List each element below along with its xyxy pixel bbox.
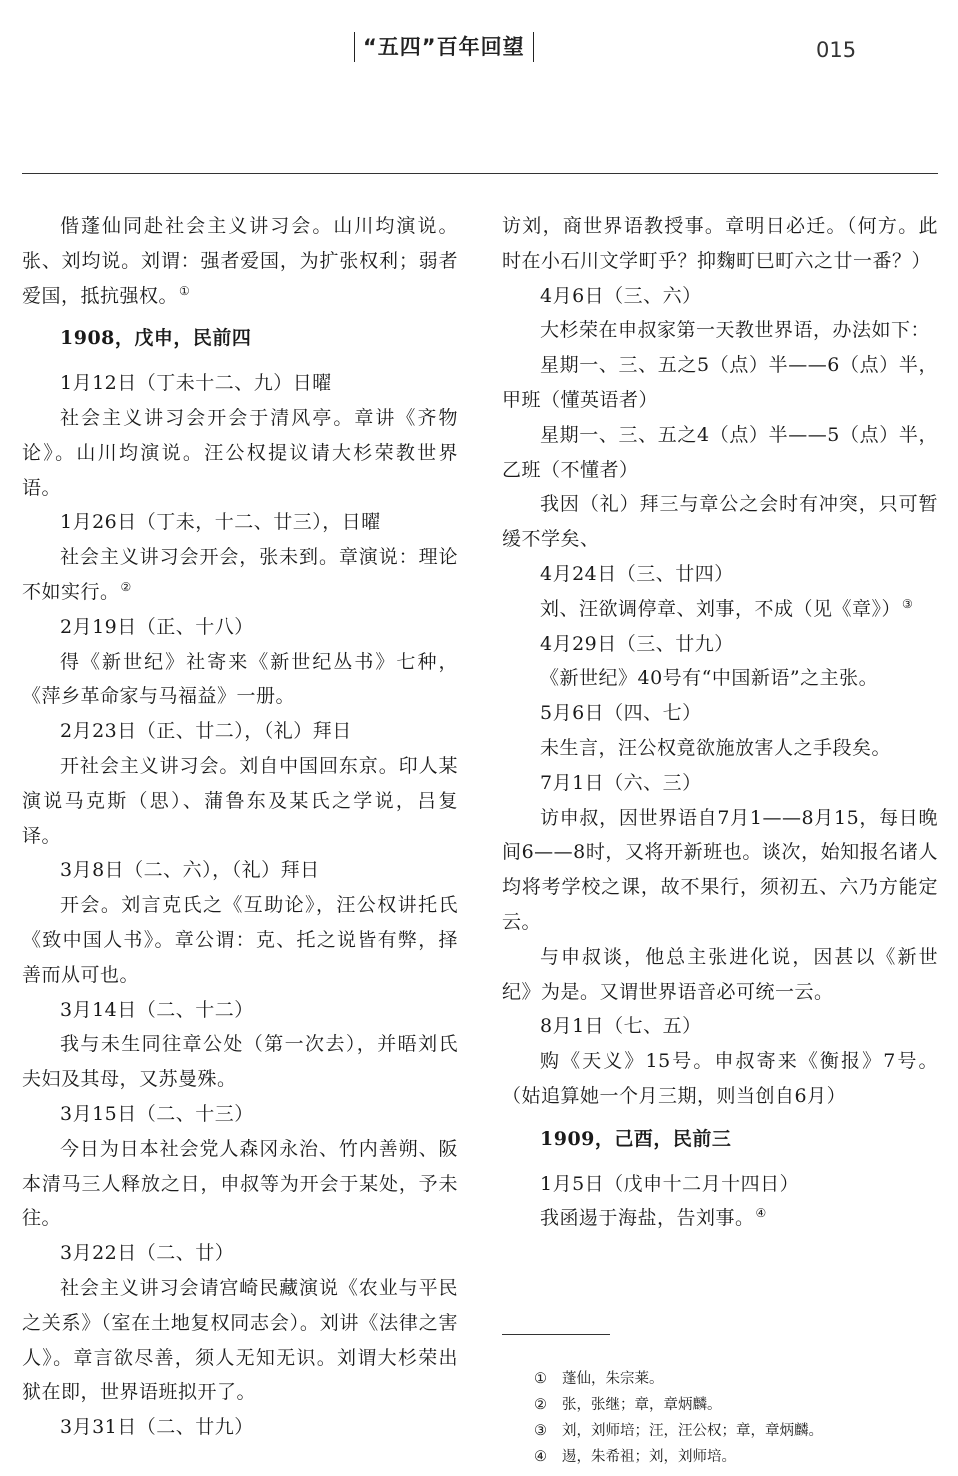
paragraph (502, 313, 938, 348)
entry-date (502, 766, 938, 801)
footnote-item (534, 1418, 934, 1444)
paragraph (22, 1271, 458, 1410)
paragraph-text: 社会主义讲习会开会，张未到。章演说：理论不如实行。 (22, 546, 458, 603)
footnotes (534, 1366, 934, 1470)
paragraph-text: 开会。刘言克氏之《互助论》，汪公权讲托氏《致中国人书》。章公谓：克、托之说皆有弊，择善而从可也。 (22, 894, 458, 986)
footnote-text: 蓬仙，朱宗莱。 (562, 1371, 664, 1387)
entry-date (502, 1009, 938, 1044)
footnote-ref[interactable]: ④ (755, 1206, 767, 1221)
paragraph-text: 与申叔谈，他总主张进化说，因甚以《新世纪》为是。又谓世界语音必可统一云。 (502, 945, 938, 1003)
paragraph (502, 418, 938, 488)
footnote-rule (502, 1334, 610, 1335)
footnote-ref[interactable]: ① (179, 283, 191, 298)
paragraph-text: 今日为日本社会党人森冈永治、竹内善朔、阪本清马三人释放之日，申叔等为开会于某处，予未往。 (22, 1137, 458, 1230)
paragraph-text: 大杉荣在申叔家第一天教世界语，办法如下： (540, 319, 931, 342)
paragraph (502, 487, 938, 557)
paragraph-text: 得《新世纪》社寄来《新世纪丛书》七种，《萍乡革命家与马福益》一册。 (22, 650, 458, 708)
footnote-ref[interactable]: ② (120, 579, 132, 594)
entry-date-text: 1月12日（丁未十二、九）日曜 (60, 372, 332, 395)
entry-date (502, 696, 938, 731)
year-heading (22, 321, 458, 356)
entry-date (22, 853, 458, 888)
paragraph-text: 购《天义》15号。申叔寄来《衡报》7号。（姑追算她一个月三期，则当创自6月） (502, 1050, 938, 1107)
entry-date-text: 4月29日（三、廿九） (540, 632, 734, 655)
paragraph-text: 未生言，汪公权竟欲施放害人之手段矣。 (540, 736, 892, 759)
entry-date-text: 5月6日（四、七） (540, 702, 702, 725)
footnote-item (534, 1444, 934, 1470)
entry-date-text: 8月1日（七、五） (540, 1015, 702, 1038)
entry-date-text: 2月19日（正、十八） (60, 615, 254, 638)
paragraph (502, 592, 938, 627)
footnote-mark: ④ (534, 1449, 547, 1465)
paragraph (502, 940, 938, 1010)
entry-date-text: 7月1日（六、三） (540, 771, 702, 794)
paragraph-continued (502, 209, 938, 279)
year-heading (502, 1122, 938, 1157)
paragraph-text: 访申叔，因世界语自7月1——8月15，每日晚间6——8时，又将开新班也。谈次，始知报名诸人均将考学校之课，故不果行，须初五、六乃方能定云。 (502, 806, 938, 933)
left-column (22, 209, 458, 1445)
paragraph (22, 1027, 458, 1097)
footnote-text: 张，张继；章，章炳麟。 (562, 1397, 722, 1413)
paragraph-text: 社会主义讲习会请宫崎民藏演说《农业与平民之关系》（室在土地复权同志会）。刘讲《法律之害人》。章言欲尽善，须人无知无识。刘谓大杉荣出狱在即，世界语班拟开了。 (22, 1276, 458, 1404)
entry-date-text: 3月8日（二、六），（礼）拜日 (60, 859, 320, 882)
entry-date (22, 993, 458, 1028)
right-column (502, 209, 938, 1236)
running-title: “五四”百年回望 (354, 32, 534, 62)
footnote-item (534, 1392, 934, 1418)
paragraph (22, 401, 458, 505)
paragraph-continued-text: 访刘，商世界语教授事。章明日必迁。（何方。此时在小石川文学町乎？抑麴町巳町六之廿一番？） (502, 215, 938, 272)
paragraph-text: 开社会主义讲习会。刘自中国回东京。印人某演说马克斯（思）、蒲鲁东及某氏之学说，吕复译。 (22, 754, 458, 847)
entry-date-text: 1月5日（戊申十二月十四日） (540, 1172, 800, 1195)
paragraph (22, 209, 458, 313)
entry-date (502, 627, 938, 662)
footnote-mark: ③ (534, 1423, 547, 1439)
entry-date-text: 3月22日（二、廿） (60, 1242, 235, 1265)
paragraph (502, 1044, 938, 1114)
paragraph (22, 645, 458, 715)
paragraph (502, 801, 938, 940)
footnote-item (534, 1366, 934, 1392)
paragraph (502, 348, 938, 418)
page-header (0, 28, 958, 68)
footnote-mark: ② (534, 1397, 547, 1413)
footnote-text: 刘，刘师培；汪，汪公权；章，章炳麟。 (562, 1423, 823, 1439)
year-heading-text: 1909，己酉，民前三 (540, 1127, 732, 1150)
paragraph (502, 731, 938, 766)
entry-date-text: 2月23日（正、廿二），（礼）拜日 (60, 720, 352, 743)
paragraph-text: 社会主义讲习会开会于清风亭。章讲《齐物论》。山川均演说。汪公权提议请大杉荣教世界语。 (22, 406, 458, 499)
paragraph-text: 偕蓬仙同赴社会主义讲习会。山川均演说。张、刘均说。刘谓：强者爱国，为扩张权利；弱者爱国，抵抗强权。 (22, 215, 458, 307)
paragraph-text: 我因（礼）拜三与章公之会时有冲突，只可暂缓不学矣、 (502, 493, 938, 551)
page-number: 015 (816, 38, 857, 62)
paragraph (22, 1132, 458, 1236)
entry-date (502, 279, 938, 314)
paragraph-text: 星期一、三、五之5（点）半——6（点）半，甲班（懂英语者） (502, 354, 938, 411)
entry-date-text: 3月14日（二、十二） (60, 998, 254, 1021)
entry-date (22, 505, 458, 540)
year-heading-text: 1908，戊申，民前四 (60, 327, 252, 350)
footnote-mark: ① (534, 1371, 547, 1387)
entry-date (22, 1410, 458, 1445)
entry-date-text: 3月31日（二、廿九） (60, 1416, 254, 1439)
paragraph (22, 749, 458, 853)
entry-date (502, 557, 938, 592)
entry-date-text: 4月6日（三、六） (540, 284, 702, 307)
paragraph-text: 刘、汪欲调停章、刘事，不成（见《章》） (540, 597, 902, 620)
paragraph (502, 661, 938, 696)
paragraph-text: 星期一、三、五之4（点）半——5（点）半，乙班（不懂者） (502, 423, 938, 481)
entry-date-text: 4月24日（三、廿四） (540, 562, 734, 585)
footnote-text: 逷，朱希祖；刘，刘师培。 (562, 1449, 736, 1465)
paragraph-text: 我与未生同往章公处（第一次去），并晤刘氏夫妇及其母，又苏曼殊。 (22, 1033, 458, 1091)
entry-date (22, 1236, 458, 1271)
entry-date (22, 714, 458, 749)
entry-date (22, 1097, 458, 1132)
paragraph (22, 540, 458, 610)
paragraph-text: 《新世纪》40号有“中国新语”之主张。 (540, 667, 879, 690)
footnote-ref[interactable]: ③ (902, 596, 914, 611)
entry-date (502, 1167, 938, 1202)
entry-date-text: 1月26日（丁未，十二、廿三），日曜 (60, 511, 381, 534)
header-rule (22, 173, 938, 174)
entry-date (22, 366, 458, 401)
entry-date-text: 3月15日（二、十三） (60, 1102, 254, 1125)
paragraph (502, 1201, 938, 1236)
entry-date (22, 610, 458, 645)
paragraph-text: 我函逷于海盐，告刘事。 (540, 1207, 755, 1230)
paragraph (22, 888, 458, 992)
